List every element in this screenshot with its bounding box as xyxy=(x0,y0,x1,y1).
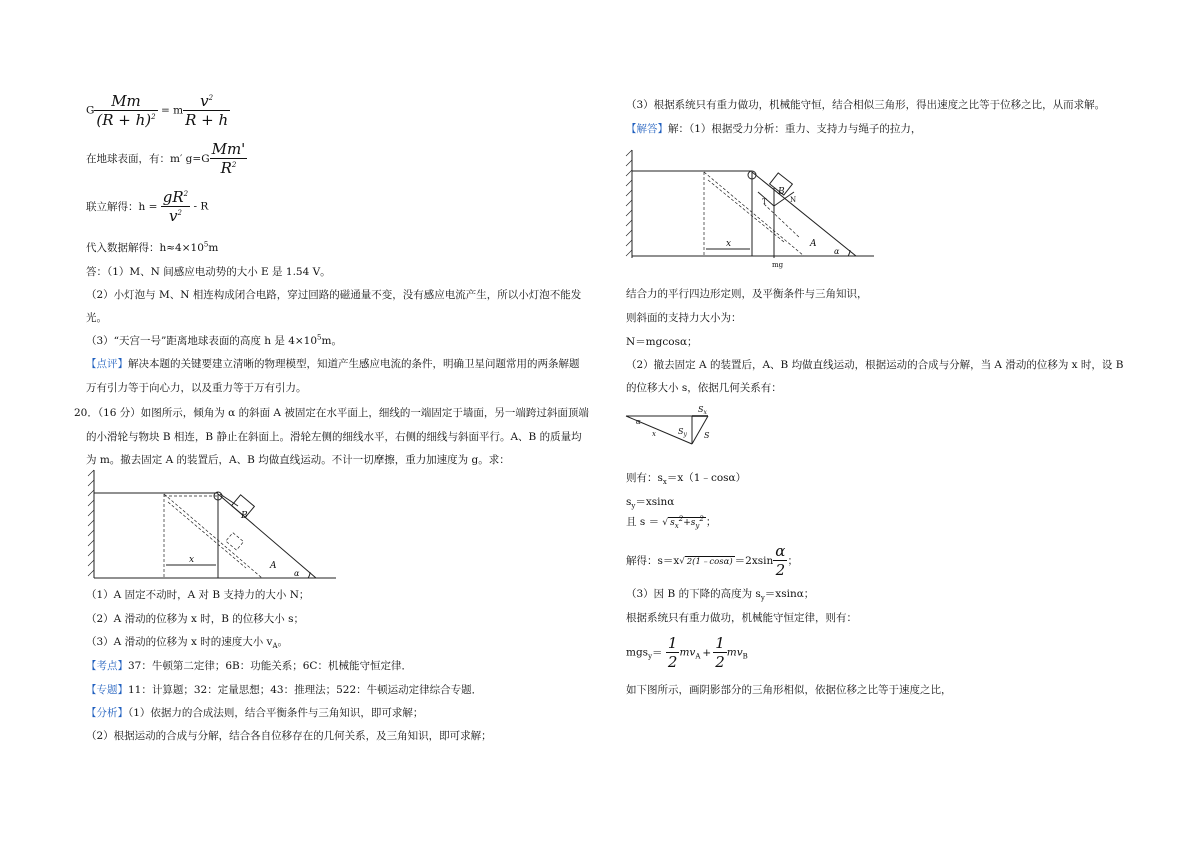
question-20-line-1: 20．（16 分）如图所示，倾角为 α 的斜面 A 被固定在水平面上，细线的一端固定于墙面，另一端跨过斜面顶端 xyxy=(74,407,589,419)
joint-text: 联立解得：h = xyxy=(86,201,158,213)
half-fraction-2 xyxy=(713,634,727,671)
solution-line-4: N＝mgcosα； xyxy=(626,336,698,348)
sqrt-cos: √ 2(1﹣cosα) xyxy=(679,556,733,567)
kaodian-line xyxy=(86,658,412,673)
data-sub-line xyxy=(86,240,218,255)
label-x: x xyxy=(189,555,195,565)
half-alpha-den: 2 xyxy=(775,561,786,579)
answer-3 xyxy=(86,333,342,348)
eq-lhs-den-text: (R + h) xyxy=(96,111,152,129)
energy-eq: ＝ xyxy=(652,647,663,659)
tri-x: x xyxy=(652,430,656,438)
eq-lhs-fraction xyxy=(94,92,157,129)
fenxi-line-1 xyxy=(86,705,423,720)
answer-3-text: （3）“天宫一号”距离地球表面的高度 h 是 4×10 xyxy=(86,335,318,347)
sub-question-3-sub: A xyxy=(272,642,278,651)
sub-question-2: （2）A 滑动的位移为 x 时，B 的位移大小 s； xyxy=(86,613,304,625)
sx-sub: x xyxy=(662,478,667,487)
tri-sy-main: S xyxy=(678,427,684,436)
s-root-tail: ； xyxy=(705,516,717,528)
sub-question-1: （1）A 固定不动时，A 对 B 支持力的大小 N； xyxy=(86,589,310,601)
jieda-tag: 【解答】 xyxy=(626,123,668,135)
height-sub: y xyxy=(760,594,765,603)
wall-hatch xyxy=(88,470,94,576)
sub-question-3-text: （3）A 滑动的位移为 x 时的速度大小 v xyxy=(86,636,273,648)
half-den-2: 2 xyxy=(715,653,725,671)
s-root-text: 且 s ＝ xyxy=(626,516,660,528)
joint-num-text: gR xyxy=(162,188,184,206)
similar-triangle-line: 如下图所示，画阴影部分的三角形相似，依据位移之比等于速度之比， xyxy=(626,684,952,696)
incline-a xyxy=(752,172,856,256)
dashed-previous-position xyxy=(704,172,804,256)
zhuanti-text: 11：计算题；32：定量思想；43：推理法；522：牛顿运动定律综合专题． xyxy=(128,684,483,696)
force-diagram xyxy=(624,146,876,272)
sqrt-expression: √ $s_x^2+s_y^2$ xyxy=(662,515,704,530)
solve-s-text: 解得：s＝x xyxy=(626,555,680,567)
joint-solve-eq xyxy=(86,188,208,225)
eq-rhs-den: R + h xyxy=(185,111,229,129)
gravitation-equation xyxy=(86,92,230,129)
eq-rhs-num-text: v xyxy=(200,92,209,110)
sub-question-3 xyxy=(86,634,288,650)
sy-text: s xyxy=(626,496,632,508)
half-num-2: 1 xyxy=(715,634,725,652)
analysis-3: （3）根据系统只有重力做功，机械能守恒，结合相似三角形，得出速度之比等于位移之比，从而求解。 xyxy=(626,99,1106,111)
comment-text-a: 解决本题的关键要建立清晰的物理模型，知道产生感应电流的条件，明确卫星问题常用的两条解题 xyxy=(128,358,580,370)
zhuanti-line xyxy=(86,682,482,697)
sx-line xyxy=(626,470,746,486)
eq-rhs-fraction xyxy=(183,92,230,129)
earth-den: $R^2$ xyxy=(220,159,237,177)
jieda-text: 解：（1）根据受力分析：重力、支持力与绳子的拉力， xyxy=(668,123,922,135)
energy-term-a-sub: A xyxy=(695,652,701,661)
solution-line-3: 则斜面的支持力大小为： xyxy=(626,312,742,324)
kaodian-text: 37：牛顿第二定律；6B：功能关系；6C：机械能守恒定律． xyxy=(128,660,412,672)
answer-2b: 光。 xyxy=(86,312,107,324)
tri-sx xyxy=(698,405,707,416)
data-sub-exp: 5 xyxy=(203,240,209,249)
sy-sub: y xyxy=(631,502,636,511)
answer-2a: （2）小灯泡与 M、N 相连构成闭合电路，穿过回路的磁通量不变，没有感应电流产生，所以小灯泡不能发 xyxy=(86,289,582,301)
solve-s-line xyxy=(626,542,798,579)
eq-lhs-num: Mm xyxy=(94,92,157,111)
comment-line-2: 万有引力等于向心力，以及重力等于万有引力。 xyxy=(86,382,307,394)
sqrt-cos-body: 2(1﹣cosα) xyxy=(686,556,733,567)
zhuanti-tag: 【专题】 xyxy=(86,684,128,696)
joint-fraction xyxy=(161,188,190,225)
earth-num: Mm' xyxy=(211,140,246,158)
height-tail: ＝xsinα； xyxy=(764,588,815,600)
half-num-1: 1 xyxy=(667,634,678,652)
label-b: B xyxy=(241,511,248,521)
earth-surface-eq xyxy=(86,140,247,177)
eq-lhs-den: $(R + h)^2$ xyxy=(96,111,156,129)
answer-1: 答：（1）M、N 间感应电动势的大小 E 是 1.54 V。 xyxy=(86,266,331,278)
half-alpha-fraction xyxy=(773,542,787,579)
sy-line xyxy=(626,494,674,510)
jieda-line xyxy=(626,121,921,136)
incline-figure xyxy=(86,466,338,582)
label-n: N xyxy=(790,196,797,204)
label-a: A xyxy=(270,561,277,571)
label-alpha: α xyxy=(294,569,300,578)
sqrt-s1: s xyxy=(670,518,675,528)
rope-slope xyxy=(220,494,238,506)
energy-intro: 根据系统只有重力做功，机械能守恒定律，则有： xyxy=(626,612,857,624)
energy-term-a: mv xyxy=(679,646,696,659)
question-20-line-3: 为 m。撤去固定 A 的装置后，A、B 均做直线运动。不计一切摩擦，重力加速度为 g。求： xyxy=(86,454,510,466)
energy-term-b-sub: B xyxy=(742,652,748,661)
solve-s-mid: ＝2xsin xyxy=(734,555,774,567)
alpha-arc xyxy=(308,572,310,578)
earth-fraction xyxy=(210,140,248,177)
half-fraction-1 xyxy=(666,634,680,671)
label-b: B xyxy=(778,187,785,197)
energy-term-b: mv xyxy=(726,646,743,659)
comment-tag: 【点评】 xyxy=(86,358,128,370)
s-root-line xyxy=(626,514,716,530)
fenxi-text-1: （1）依据力的合成法则，结合平衡条件与三角知识，即可求解； xyxy=(128,707,424,719)
displacement-triangle xyxy=(622,402,734,458)
answer-3-exp: 5 xyxy=(317,333,322,342)
data-sub-text: 代入数据解得：h≈4×10 xyxy=(86,242,204,254)
parallelogram-side xyxy=(764,204,800,238)
tri-sy xyxy=(678,427,687,438)
solution-line-5a: （2）撤去固定 A 的装置后，A、B 均做直线运动，根据运动的合成与分解，当 A 滑动的位移为 x 时，设 B xyxy=(626,359,1124,371)
half-den-1: 2 xyxy=(667,653,678,671)
solution-line-2: 结合力的平行四边形定则，及平衡条件与三角知识， xyxy=(626,288,868,300)
sy-tail: ＝xsinα xyxy=(635,496,675,508)
joint-den-text: v xyxy=(168,207,178,225)
answer-3-unit: m。 xyxy=(321,335,342,347)
fenxi-line-2: （2）根据运动的合成与分解，结合各自位移存在的几何关系，及三角知识，即可求解； xyxy=(86,730,492,742)
energy-equation xyxy=(626,634,748,671)
joint-den: $v^2$ xyxy=(168,207,182,225)
tri-sy-sub: y xyxy=(683,431,687,438)
fenxi-tag: 【分析】 xyxy=(86,707,128,719)
joint-tail: - R xyxy=(193,200,209,213)
sx-text: 则有：s xyxy=(626,472,663,484)
label-x: x xyxy=(726,239,732,249)
height-text: （3）因 B 的下降的高度为 s xyxy=(626,588,761,600)
data-sub-unit: m xyxy=(208,242,219,254)
earth-den-text: R xyxy=(220,159,232,177)
tri-sx-sub: x xyxy=(703,409,707,416)
eq-mid: = m xyxy=(160,104,184,117)
energy-lhs-sub: y xyxy=(648,652,653,661)
half-alpha-num: α xyxy=(775,542,786,560)
label-t: T xyxy=(762,198,767,206)
solve-s-end: ； xyxy=(787,555,798,567)
earth-surface-text: 在地球表面，有：m′ g=G xyxy=(86,153,210,165)
wall-hatch xyxy=(626,150,632,256)
label-alpha: α xyxy=(834,247,840,256)
tri-alpha: α xyxy=(636,418,641,426)
comment-line-1 xyxy=(86,356,580,371)
kaodian-tag: 【考点】 xyxy=(86,660,128,672)
label-a: A xyxy=(810,239,817,249)
joint-num: $gR^2$ xyxy=(162,188,189,206)
energy-lhs: mgs xyxy=(626,646,649,659)
solution-line-5b: 的位移大小 s，依据几何关系有： xyxy=(626,382,782,394)
eq-rhs-num: $v^2$ xyxy=(183,92,230,111)
sx-tail: ＝x（1﹣cosα） xyxy=(666,472,747,484)
label-mg: mg xyxy=(772,261,784,269)
tri-s: S xyxy=(704,431,710,440)
eq-g: G xyxy=(86,104,95,117)
question-20-line-2: 的小滑轮与物块 B 相连，B 静止在斜面上。滑轮左侧的细线水平，右侧的细线与斜面平行。A、B 的质量均 xyxy=(86,431,582,443)
height-line xyxy=(626,586,814,602)
sub-question-3-end: 。 xyxy=(277,636,289,648)
tri-sx-main: S xyxy=(698,405,704,414)
energy-plus: + xyxy=(702,646,712,659)
